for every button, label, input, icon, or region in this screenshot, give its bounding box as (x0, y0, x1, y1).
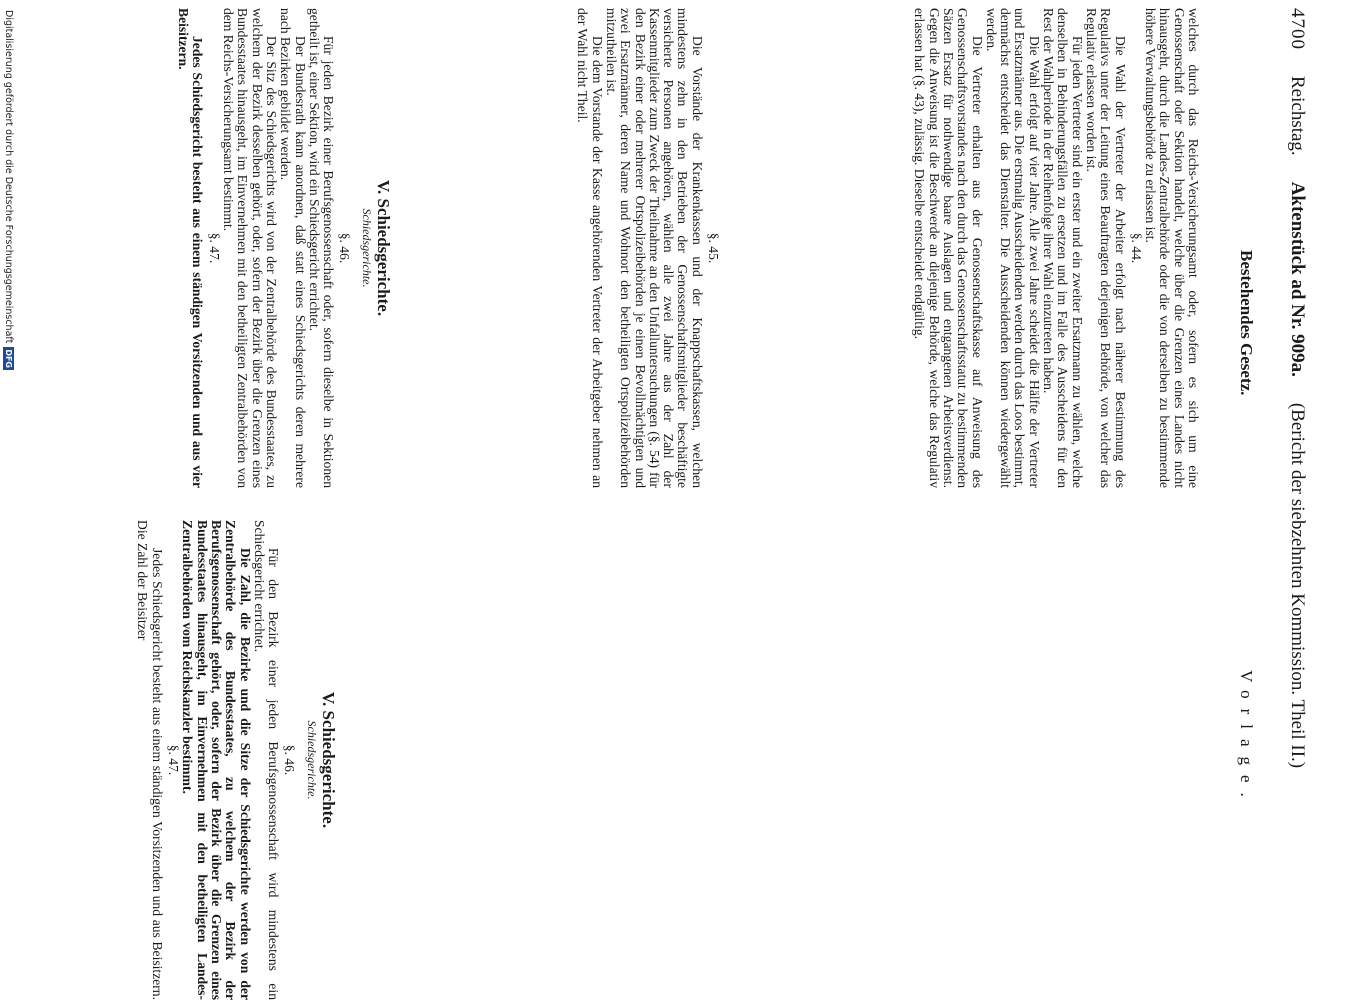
left-section-45-title: §. 45. (706, 232, 721, 264)
left-section-46-title: §. 46. (337, 232, 353, 264)
left-chapter-v-title: V. Schiedsgerichte. (374, 179, 393, 317)
left-chapter-v-subtitle: Schiedsgerichte. (359, 208, 374, 288)
left-section-44-paragraph-2: Für jeden Vertreter sind ein erster und ein zweiter Ersatzmann zu wählen, welche denselben in Behinderungsfällen zu ersetzen und im Falle des Ausscheidens für den Rest der Wahlperiode in der Reihenfolge ihrer Wahl einzutreten haben. (1041, 8, 1085, 488)
left-column-block-1 (912, 8, 1200, 488)
left-section-44-paragraph-3: Die Wahl erfolgt auf vier Jahre. Alle zwei Jahre scheidet die Hälfte der Vertreter und Ersatzmänner aus. Die erstmalig Ausscheidenden werden durch das Loos bestimmt, demnächst entscheidet das Dienstalter. Die Ausscheidenden können wiedergewählt werden. (983, 8, 1042, 488)
page-number: 4700 (1287, 8, 1308, 50)
right-section-47-title: §. 47. (166, 744, 182, 776)
left-column-heading: Bestehendes Gesetz. (1237, 250, 1256, 396)
right-chapter-v-title: V. Schiedsgerichte. (319, 691, 338, 829)
publication-title: Reichstag. (1287, 76, 1308, 156)
left-section-44-paragraph-1: Die Wahl der Vertreter der Arbeiter erfolgt nach näherer Bestimmung des Regulativs unter der Leitung eines Beauftragten derjenigen Behörde, von welcher das Regulativ erlassen worden ist. (1083, 8, 1128, 488)
left-section-46-paragraph-1: Für jeden Bezirk einer Berufsgenossenschaft oder, sofern dieselbe in Sektionen getheilt ist, einer Sektion, wird ein Schiedsgericht errichtet. (306, 8, 337, 488)
right-column-heading: Vorlage. (1237, 670, 1256, 807)
right-section-47-paragraph-1: Jedes Schiedsgericht besteht aus einem ständigen Vorsitzenden und aus Beisitzern. Die Zahl der Beisitzer (135, 520, 165, 1000)
right-section-46-title: §. 46. (282, 744, 298, 776)
right-column-block (135, 520, 345, 1000)
left-section-44-title: §. 44. (1128, 232, 1144, 264)
left-section-45-paragraph-2: Die dem Vorstande der Kasse angehörenden Vertreter der Arbeitgeber nehmen an der Wahl nicht Theil. (575, 8, 605, 488)
credit-text: Digitalisierung gefördert durch die Deutsche Forschungsgemeinschaft (3, 10, 14, 344)
left-intro-paragraph: welches durch das Reichs-Versicherungsamt oder, sofern es sich um eine Genossenschaft oder Sektion handelt, welche über die Grenzen eines Landes nicht hinausgeht, durch die Landes-Zentralbehörde oder die von derselben zu bestimmende höhere Verwaltungsbehörde zu erlassen ist. (1143, 8, 1201, 488)
left-section-45-paragraph-1: Die Vorstände der Krankenkassen und der Knappschaftskassen, welchen mindestens zehn in den Betrieben der Genossenschaftsmitglieder beschäftigte versicherte Personen angehören, wählen alle zwei Jahre aus der Zahl der Kassenmitglieder zum Zweck der Theilnahme an den Unfalluntersuchungen (§. 54) für den Bezirk einer oder mehrerer Ortspolizeibehörden je einen Bevollmächtigten und zwei Ersatzmänner, deren Name und Wohnort den betheiligten Ortspolizeibehörden mitzutheilen ist. (603, 8, 705, 488)
document-number: Aktenstück ad Nr. 909a. (1287, 181, 1308, 377)
right-section-46-paragraph-1: Für den Bezirk einer jeden Berufsgenossenschaft wird mindestens ein Schiedsgericht errichtet. (251, 520, 282, 1000)
digitization-credit (3, 10, 14, 370)
left-section-46-paragraph-2: Der Bundesrath kann anordnen, daß statt eines Schiedsgerichts deren mehrere nach Bezirken gebildet werden. (278, 8, 308, 488)
left-column-block-3 (176, 8, 400, 488)
left-section-47-paragraph-1: Jedes Schiedsgericht besteht aus einem ständigen Vorsitzenden und aus vier Beisitzern. (176, 8, 206, 488)
report-title: (Bericht der siebzehnten Kommission. Theil II.) (1287, 402, 1308, 769)
right-chapter-v-subtitle: Schiedsgerichte. (304, 720, 319, 800)
left-section-47-title: §. 47. (206, 232, 222, 264)
dfg-logo: DFG (4, 349, 13, 368)
left-section-44-paragraph-4: Die Vertreter erhalten aus der Genossenschaftskasse auf Anweisung des Genossenschaftsvorstandes nach den durch das Genossenschaftsstatut zu bestimmenden Sätzen Ersatz für nothwendige baare Auslagen und entgangenen Arbeitsverdienst. Gegen die Anweisung ist die Beschwerde an diejenige Behörde, welche das Regulativ erlassen hat (§. 43), zulässig. Dieselbe entscheidet endgültig. (912, 8, 985, 488)
right-section-46-paragraph-2: Die Zahl, die Bezirke und die Sitze der Schiedsgerichte werden von der Zentralbehörde des Bundesstaates, zu welchem der Bezirk der Berufsgenossenschaft gehört, oder, sofern der Bezirk über die Grenzen eines Bundesstaates hinausgeht, im Einvernehmen mit den betheiligten Landes-Zentralbehörden vom Reichskanzler bestimmt. (180, 520, 253, 1000)
page-header (1286, 8, 1308, 998)
left-section-46-paragraph-3: Der Sitz des Schiedsgerichts wird von der Zentralbehörde des Bundesstaates, zu welchem der Bezirk desselben gehört, oder, sofern der Bezirk über die Grenzen eines Bundesstaates hinausgeht, im Einvernehmen mit den betheiligten Zentralbehörden von dem Reichs-Versicherungsamt bestimmt. (221, 8, 279, 488)
